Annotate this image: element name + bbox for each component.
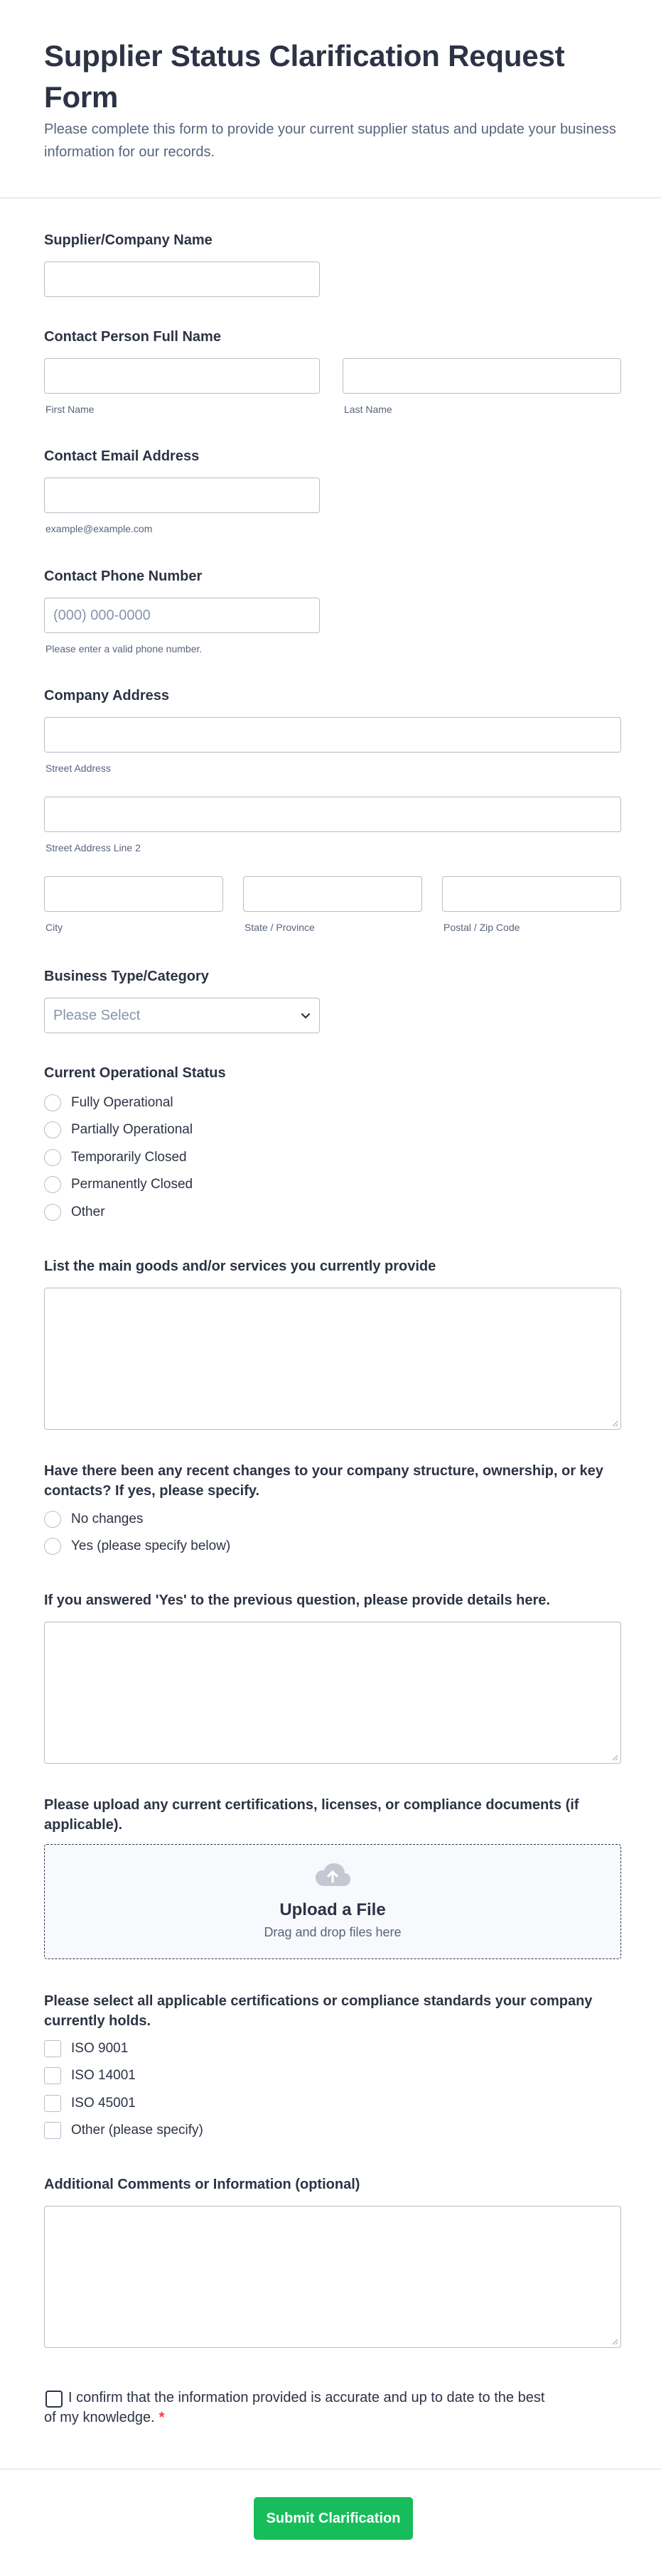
radio-option-temporarily-closed[interactable]	[44, 1148, 187, 1167]
cloud-upload-icon	[314, 1862, 351, 1887]
company-name-field	[44, 230, 621, 301]
submit-button[interactable]: Submit Clarification	[254, 2497, 413, 2540]
radio-option-other[interactable]	[44, 1203, 105, 1222]
goods-services-textarea[interactable]	[44, 1288, 621, 1430]
street-address-input[interactable]	[44, 717, 621, 753]
operational-status-label: Current Operational Status	[44, 1065, 226, 1081]
checkbox-option-other[interactable]	[44, 2121, 203, 2140]
radio-button[interactable]	[44, 1121, 61, 1138]
radio-option-yes-specify[interactable]	[44, 1537, 230, 1556]
radio-option-fully-operational[interactable]	[44, 1094, 173, 1112]
form-subtitle: Please complete this form to provide your current supplier status and update your business information for our records.	[44, 122, 616, 160]
street-address-2-sublabel: Street Address Line 2	[45, 842, 141, 853]
phone-field	[44, 566, 621, 659]
radio-button[interactable]	[44, 1538, 61, 1555]
radio-option-permanently-closed[interactable]	[44, 1175, 193, 1194]
contact-name-label: Contact Person Full Name	[44, 329, 221, 345]
upload-label: Please upload any current certifications, licenses, or compliance documents (if applicable).	[44, 1797, 579, 1833]
radio-button[interactable]	[44, 1149, 61, 1166]
checkbox[interactable]	[44, 2122, 61, 2139]
checkbox[interactable]	[44, 2095, 61, 2112]
required-asterisk: *	[158, 2410, 165, 2425]
first-name-sublabel: First Name	[45, 404, 95, 415]
change-details-textarea[interactable]	[44, 1622, 621, 1764]
resize-handle-icon[interactable]	[611, 2338, 618, 2345]
checkbox-option-iso-9001[interactable]	[44, 2039, 128, 2058]
checkbox-option-label: ISO 9001	[71, 2041, 129, 2056]
comments-textarea[interactable]	[44, 2206, 621, 2348]
radio-button[interactable]	[44, 1204, 61, 1221]
zip-input[interactable]	[442, 876, 621, 912]
checkbox[interactable]	[44, 2040, 61, 2057]
recent-changes-label: Have there been any recent changes to your company structure, ownership, or key contacts? If yes, please specify.	[44, 1463, 603, 1499]
radio-option-partially-operational[interactable]	[44, 1121, 193, 1139]
confirm-text-block	[44, 2388, 556, 2427]
address-label: Company Address	[44, 688, 169, 704]
business-type-field	[44, 966, 621, 1038]
zip-sublabel: Postal / Zip Code	[444, 922, 520, 933]
business-type-select[interactable]	[44, 998, 320, 1033]
radio-option-label: Fully Operational	[71, 1095, 173, 1110]
checkbox[interactable]	[44, 2067, 61, 2084]
chevron-down-icon	[301, 1008, 311, 1024]
street-address-sublabel: Street Address	[45, 762, 111, 774]
goods-services-label: List the main goods and/or services you currently provide	[44, 1259, 436, 1274]
radio-option-label: Temporarily Closed	[71, 1150, 187, 1165]
radio-button[interactable]	[44, 1094, 61, 1111]
phone-sublabel: Please enter a valid phone number.	[45, 643, 203, 654]
checkbox-option-label: ISO 14001	[71, 2068, 136, 2083]
confirm-label: I confirm that the information provided is accurate and up to date to the best of my knowledge.	[44, 2390, 545, 2425]
checkbox-option-label: Other (please specify)	[71, 2123, 203, 2138]
first-name-input[interactable]	[44, 358, 320, 394]
certifications-label: Please select all applicable certifications or compliance standards your company currently holds.	[44, 1993, 593, 2029]
radio-option-label: Yes (please specify below)	[71, 1538, 231, 1553]
radio-option-label: Permanently Closed	[71, 1177, 193, 1192]
radio-option-label: No changes	[71, 1511, 144, 1526]
last-name-sublabel: Last Name	[344, 404, 392, 415]
city-input[interactable]	[44, 876, 223, 912]
checkbox-option-iso-45001[interactable]	[44, 2094, 136, 2113]
phone-label: Contact Phone Number	[44, 568, 203, 584]
email-sublabel: example@example.com	[45, 523, 153, 534]
radio-option-label: Partially Operational	[71, 1122, 193, 1137]
radio-button[interactable]	[44, 1176, 61, 1193]
upload-title: Upload a File	[279, 1900, 386, 1919]
checkbox-option-iso-14001[interactable]	[44, 2066, 136, 2085]
upload-field	[44, 1795, 621, 1966]
file-upload-dropzone[interactable]	[44, 1844, 621, 1959]
email-field	[44, 446, 621, 539]
radio-option-no-changes[interactable]	[44, 1510, 143, 1529]
phone-input[interactable]	[44, 598, 320, 633]
state-input[interactable]	[243, 876, 422, 912]
form-footer	[0, 2469, 661, 2576]
upload-subtitle: Drag and drop files here	[264, 1925, 402, 1939]
form-header	[0, 0, 661, 198]
company-name-input[interactable]	[44, 262, 320, 297]
certifications-field	[44, 1991, 621, 2147]
email-label: Contact Email Address	[44, 448, 200, 464]
city-sublabel: City	[45, 922, 63, 933]
business-type-label: Business Type/Category	[44, 969, 209, 984]
checkbox-option-label: ISO 45001	[71, 2096, 136, 2111]
resize-handle-icon[interactable]	[611, 1754, 618, 1761]
address-field	[44, 686, 621, 942]
contact-name-field	[44, 327, 621, 419]
change-details-field	[44, 1590, 621, 1768]
comments-field	[44, 2174, 621, 2352]
radio-button[interactable]	[44, 1511, 61, 1528]
operational-status-field	[44, 1063, 621, 1227]
goods-services-field	[44, 1256, 621, 1434]
email-input[interactable]	[44, 478, 320, 513]
company-name-label: Supplier/Company Name	[44, 232, 213, 248]
form-title: Supplier Status Clarification Request Form	[44, 39, 565, 114]
comments-label: Additional Comments or Information (optional)	[44, 2177, 360, 2192]
business-type-selected: Please Select	[53, 1007, 141, 1023]
recent-changes-field	[44, 1461, 621, 1561]
change-details-label: If you answered 'Yes' to the previous question, please provide details here.	[44, 1593, 550, 1608]
street-address-2-input[interactable]	[44, 797, 621, 832]
radio-option-label: Other	[71, 1205, 105, 1219]
confirm-field	[44, 2388, 621, 2433]
phone-placeholder: (000) 000-0000	[53, 607, 151, 623]
resize-handle-icon[interactable]	[611, 1420, 618, 1427]
last-name-input[interactable]	[343, 358, 621, 394]
state-sublabel: State / Province	[244, 922, 315, 933]
